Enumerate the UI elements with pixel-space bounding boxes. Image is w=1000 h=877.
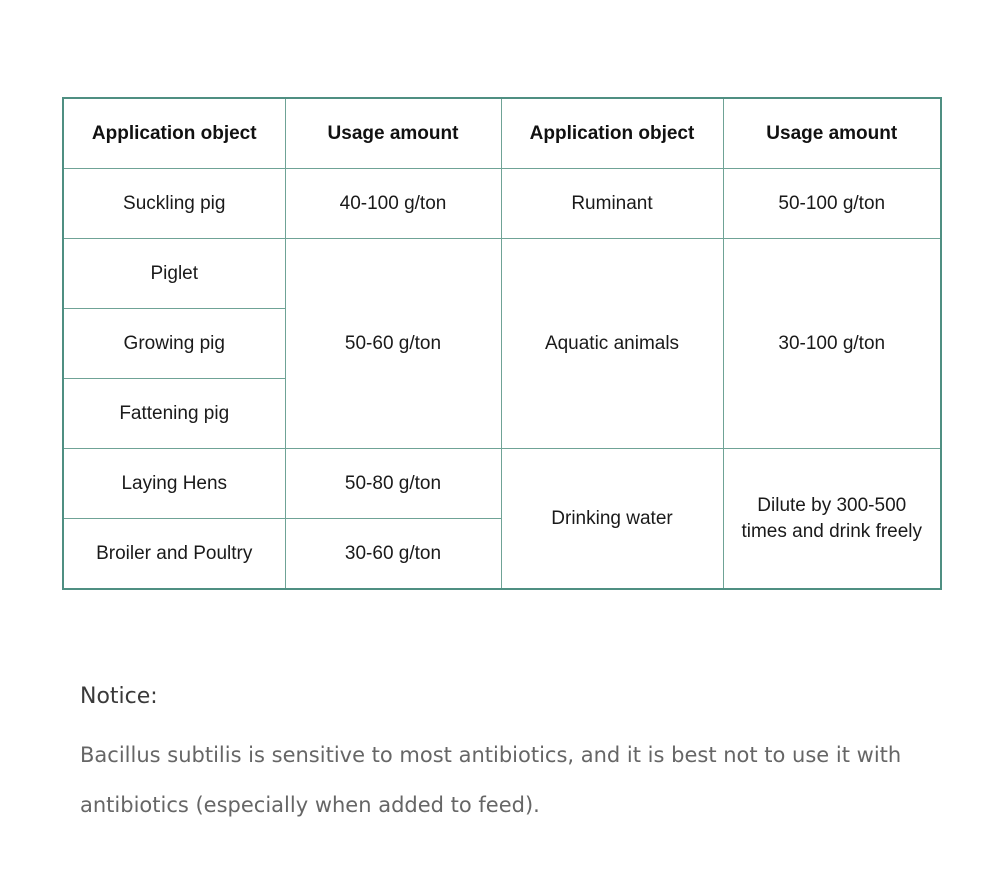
cell-drinking-water-amount [723,449,941,590]
notice-text: Bacillus subtilis is sensitive to most antibiotics, and it is best not to use it with antibiotics (especially when added to feed). [80,743,902,817]
header-application-object-1: Application object [63,98,285,169]
cell-suckling-pig: Suckling pig [63,169,285,239]
header-usage-amount-1: Usage amount [285,98,501,169]
cell-aquatic-amount: 30-100 g/ton [723,239,941,449]
cell-pig-group-amount: 50-60 g/ton [285,239,501,449]
cell-growing-pig: Growing pig [63,309,285,379]
cell-ruminant-amount: 50-100 g/ton [723,169,941,239]
cell-aquatic-animals: Aquatic animals [501,239,723,449]
cell-suckling-pig-amount: 40-100 g/ton [285,169,501,239]
cell-drinking-water: Drinking water [501,449,723,590]
table-header-row [63,98,941,169]
cell-laying-hens: Laying Hens [63,449,285,519]
usage-table [62,97,942,590]
drinking-water-amount-line-2: times and drink freely [741,520,923,542]
drinking-water-amount-line-1: Dilute by 300-500 [757,494,907,516]
cell-broiler-poultry: Broiler and Poultry [63,519,285,590]
cell-piglet: Piglet [63,239,285,309]
notice-section [80,680,940,830]
cell-ruminant: Ruminant [501,169,723,239]
table-row [63,449,941,519]
cell-fattening-pig: Fattening pig [63,379,285,449]
table-row [63,169,941,239]
notice-title: Notice: [80,684,158,709]
table-row [63,239,941,309]
cell-laying-hens-amount: 50-80 g/ton [285,449,501,519]
cell-broiler-amount: 30-60 g/ton [285,519,501,590]
header-usage-amount-2: Usage amount [723,98,941,169]
header-application-object-2: Application object [501,98,723,169]
